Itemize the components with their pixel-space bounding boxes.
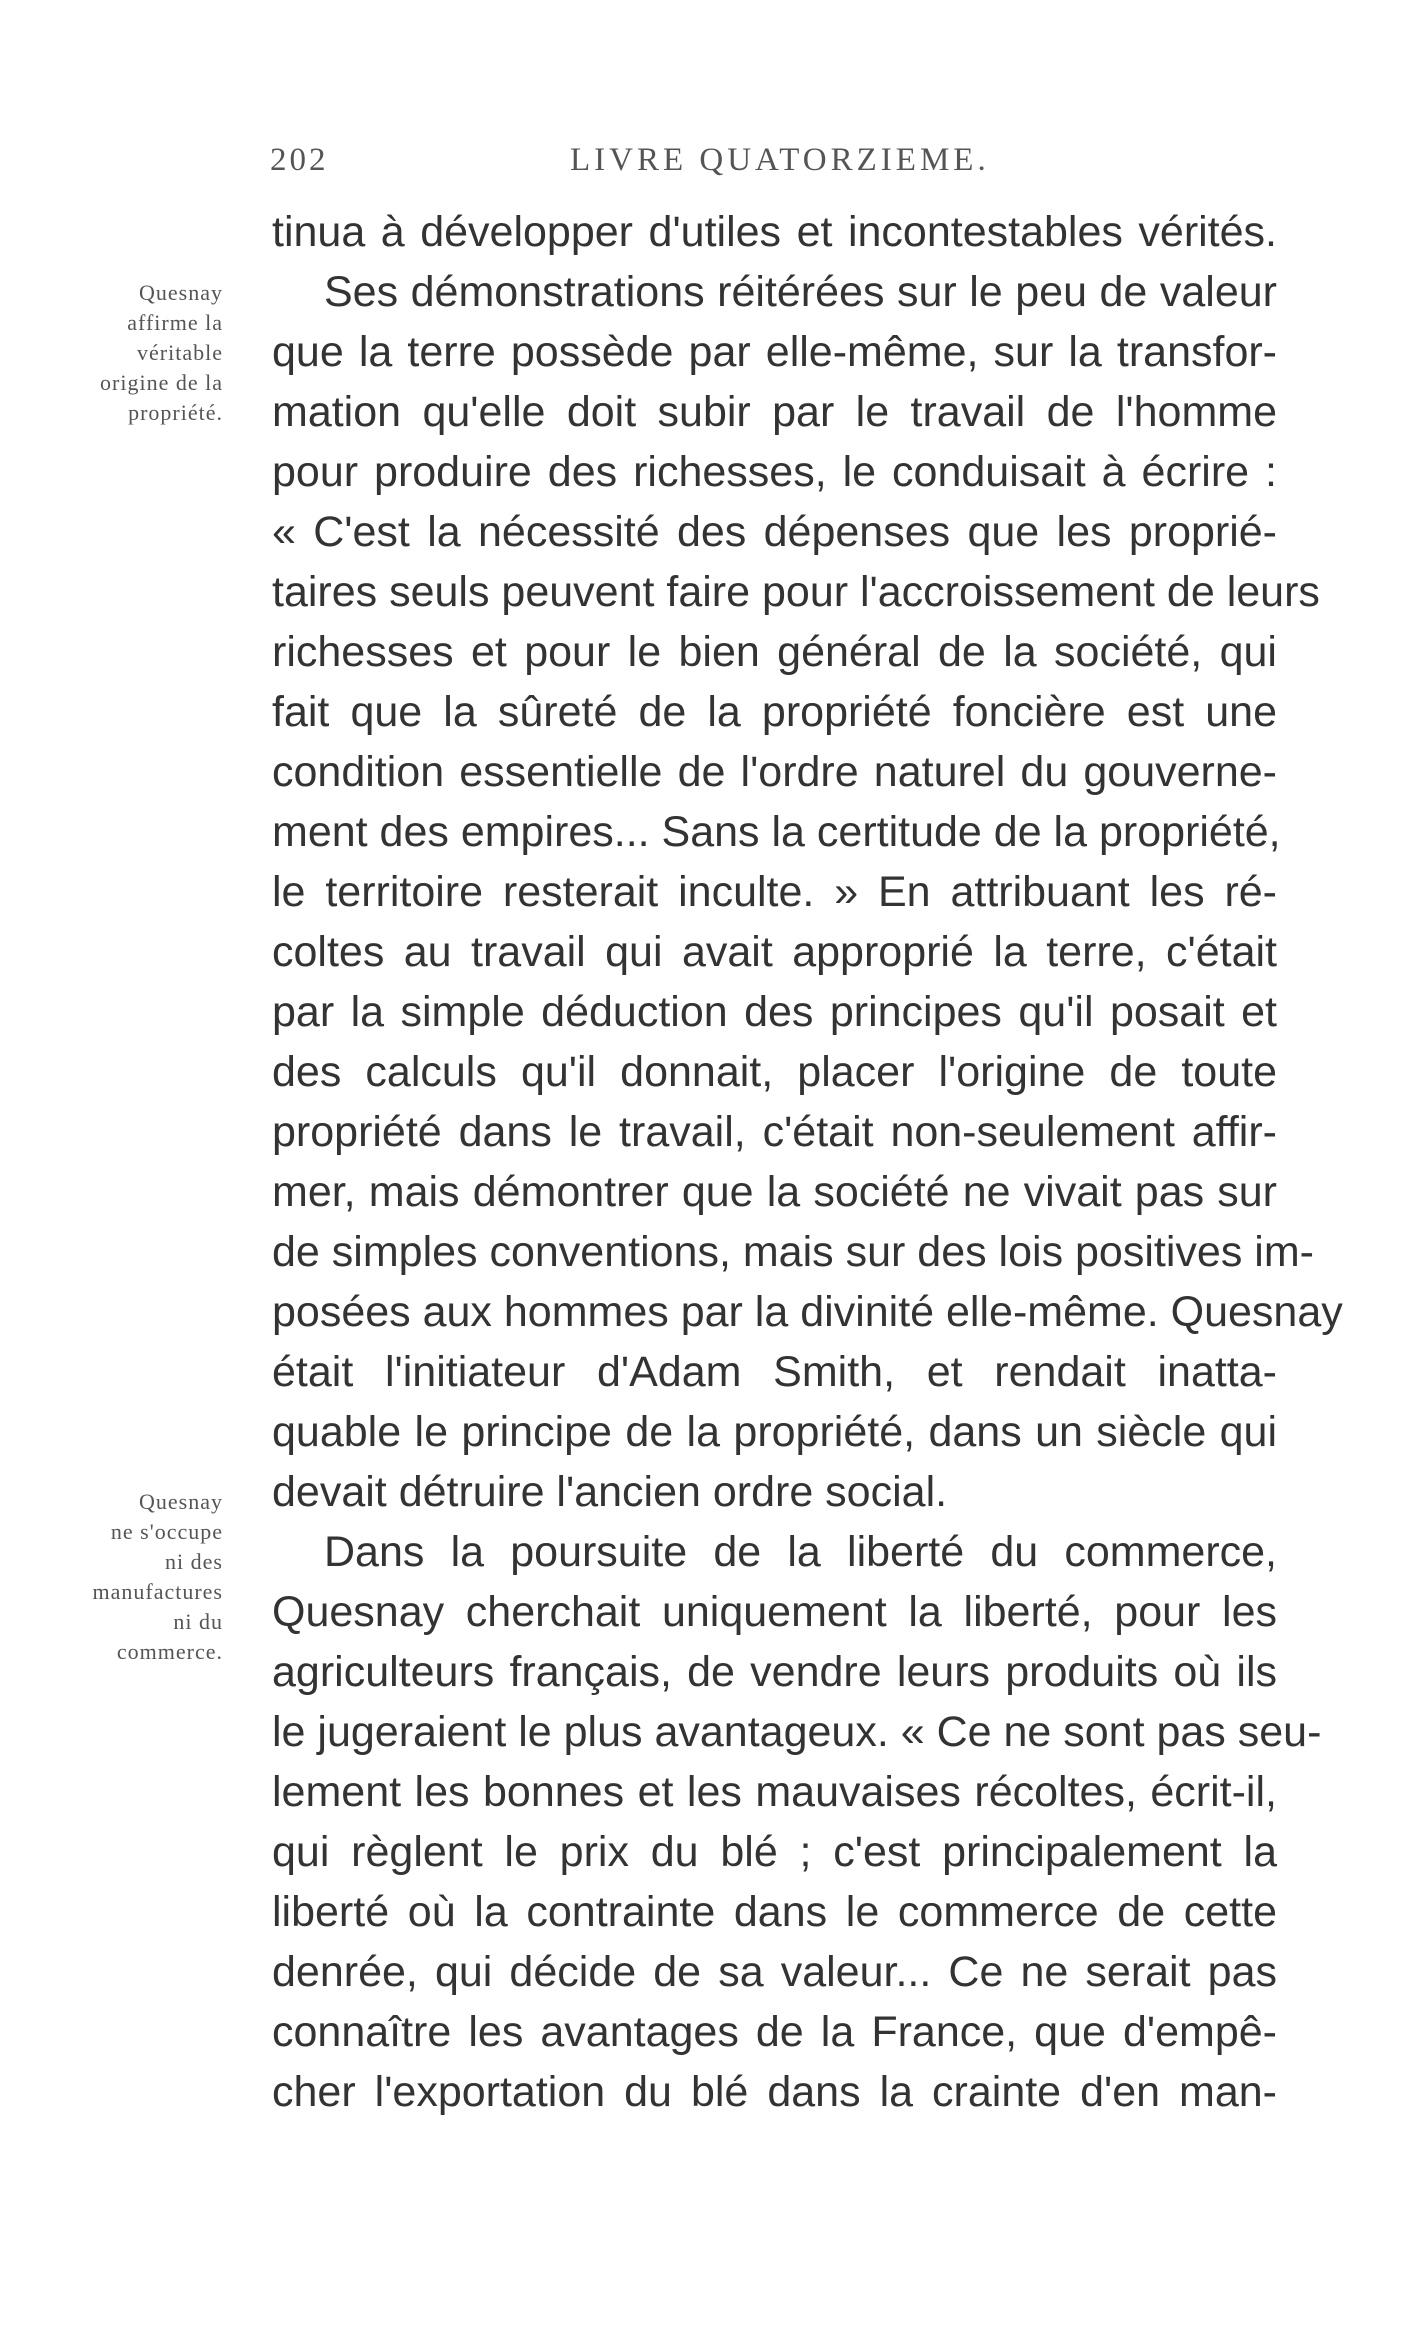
text-line: richesses et pour le bien général de la société, qui <box>272 628 1277 676</box>
text-line: tinua à développer d'utiles et incontestables vérités. <box>272 208 1277 256</box>
body-text <box>272 202 1343 2122</box>
page-number: 202 <box>270 142 329 178</box>
text-line: Quesnay cherchait uniquement la liberté, pour les <box>272 1588 1277 1636</box>
margin-note-line: Quesnay <box>139 1489 223 1514</box>
margin-note-line: véritable <box>137 340 223 365</box>
text-line: Dans la poursuite de la liberté du commerce, <box>324 1528 1277 1576</box>
text-line: taires seuls peuvent faire pour l'accroissement de leurs <box>272 568 1320 616</box>
text-line: par la simple déduction des principes qu'il posait et <box>272 988 1277 1036</box>
text-line: posées aux hommes par la divinité elle-même. Quesnay <box>272 1288 1343 1336</box>
text-line: condition essentielle de l'ordre naturel du gouverne- <box>272 748 1277 796</box>
text-line: fait que la sûreté de la propriété foncière est une <box>272 688 1277 736</box>
margin-note-commerce <box>48 1487 223 1667</box>
margin-note-line: propriété. <box>128 400 223 425</box>
text-line: qui règlent le prix du blé ; c'est principalement la <box>272 1828 1277 1876</box>
text-line: des calculs qu'il donnait, placer l'origine de toute <box>272 1048 1277 1096</box>
text-line: mer, mais démontrer que la société ne vivait pas sur <box>272 1168 1277 1216</box>
text-line: propriété dans le travail, c'était non-seulement affir- <box>272 1108 1277 1156</box>
text-line: coltes au travail qui avait approprié la terre, c'était <box>272 928 1277 976</box>
text-line: mation qu'elle doit subir par le travail de l'homme <box>272 388 1277 436</box>
margin-note-line: Quesnay <box>139 280 223 305</box>
margin-note-line: origine de la <box>100 370 223 395</box>
text-line: Ses démonstrations réitérées sur le peu de valeur <box>324 268 1277 316</box>
margin-note-line: manufactures <box>92 1579 223 1604</box>
margin-note-property-origin <box>48 278 223 428</box>
margin-note-line: commerce. <box>116 1639 223 1664</box>
text-line: lement les bonnes et les mauvaises récoltes, écrit-il, <box>272 1768 1277 1816</box>
margin-note-line: ne s'occupe <box>110 1519 223 1544</box>
margin-note-line: affirme la <box>127 310 223 335</box>
running-title: LIVRE QUATORZIEME. <box>570 142 990 178</box>
text-line: liberté où la contrainte dans le commerce de cette <box>272 1888 1277 1936</box>
margin-note-line: ni du <box>173 1609 223 1634</box>
text-line: denrée, qui décide de sa valeur... Ce ne serait pas <box>272 1948 1277 1996</box>
text-line: cher l'exportation du blé dans la crainte d'en man- <box>272 2068 1277 2116</box>
margin-note-line: ni des <box>165 1549 223 1574</box>
text-line: de simples conventions, mais sur des lois positives im- <box>272 1228 1314 1276</box>
text-line: était l'initiateur d'Adam Smith, et rendait inatta- <box>272 1348 1277 1396</box>
text-line: le jugeraient le plus avantageux. « Ce ne sont pas seu- <box>272 1708 1322 1756</box>
text-line: agriculteurs français, de vendre leurs produits où ils <box>272 1648 1277 1696</box>
page-header <box>270 142 1260 190</box>
text-line: ment des empires... Sans la certitude de la propriété, <box>272 808 1281 856</box>
text-line: quable le principe de la propriété, dans un siècle qui <box>272 1408 1277 1456</box>
text-line: « C'est la nécessité des dépenses que les proprié- <box>272 508 1277 556</box>
text-line: connaître les avantages de la France, que d'empê- <box>272 2008 1277 2056</box>
text-line: que la terre possède par elle-même, sur la transfor- <box>272 328 1277 376</box>
text-line: devait détruire l'ancien ordre social. <box>272 1468 948 1516</box>
text-line: pour produire des richesses, le conduisait à écrire : <box>272 448 1277 496</box>
text-line: le territoire resterait inculte. » En attribuant les ré- <box>272 868 1277 916</box>
